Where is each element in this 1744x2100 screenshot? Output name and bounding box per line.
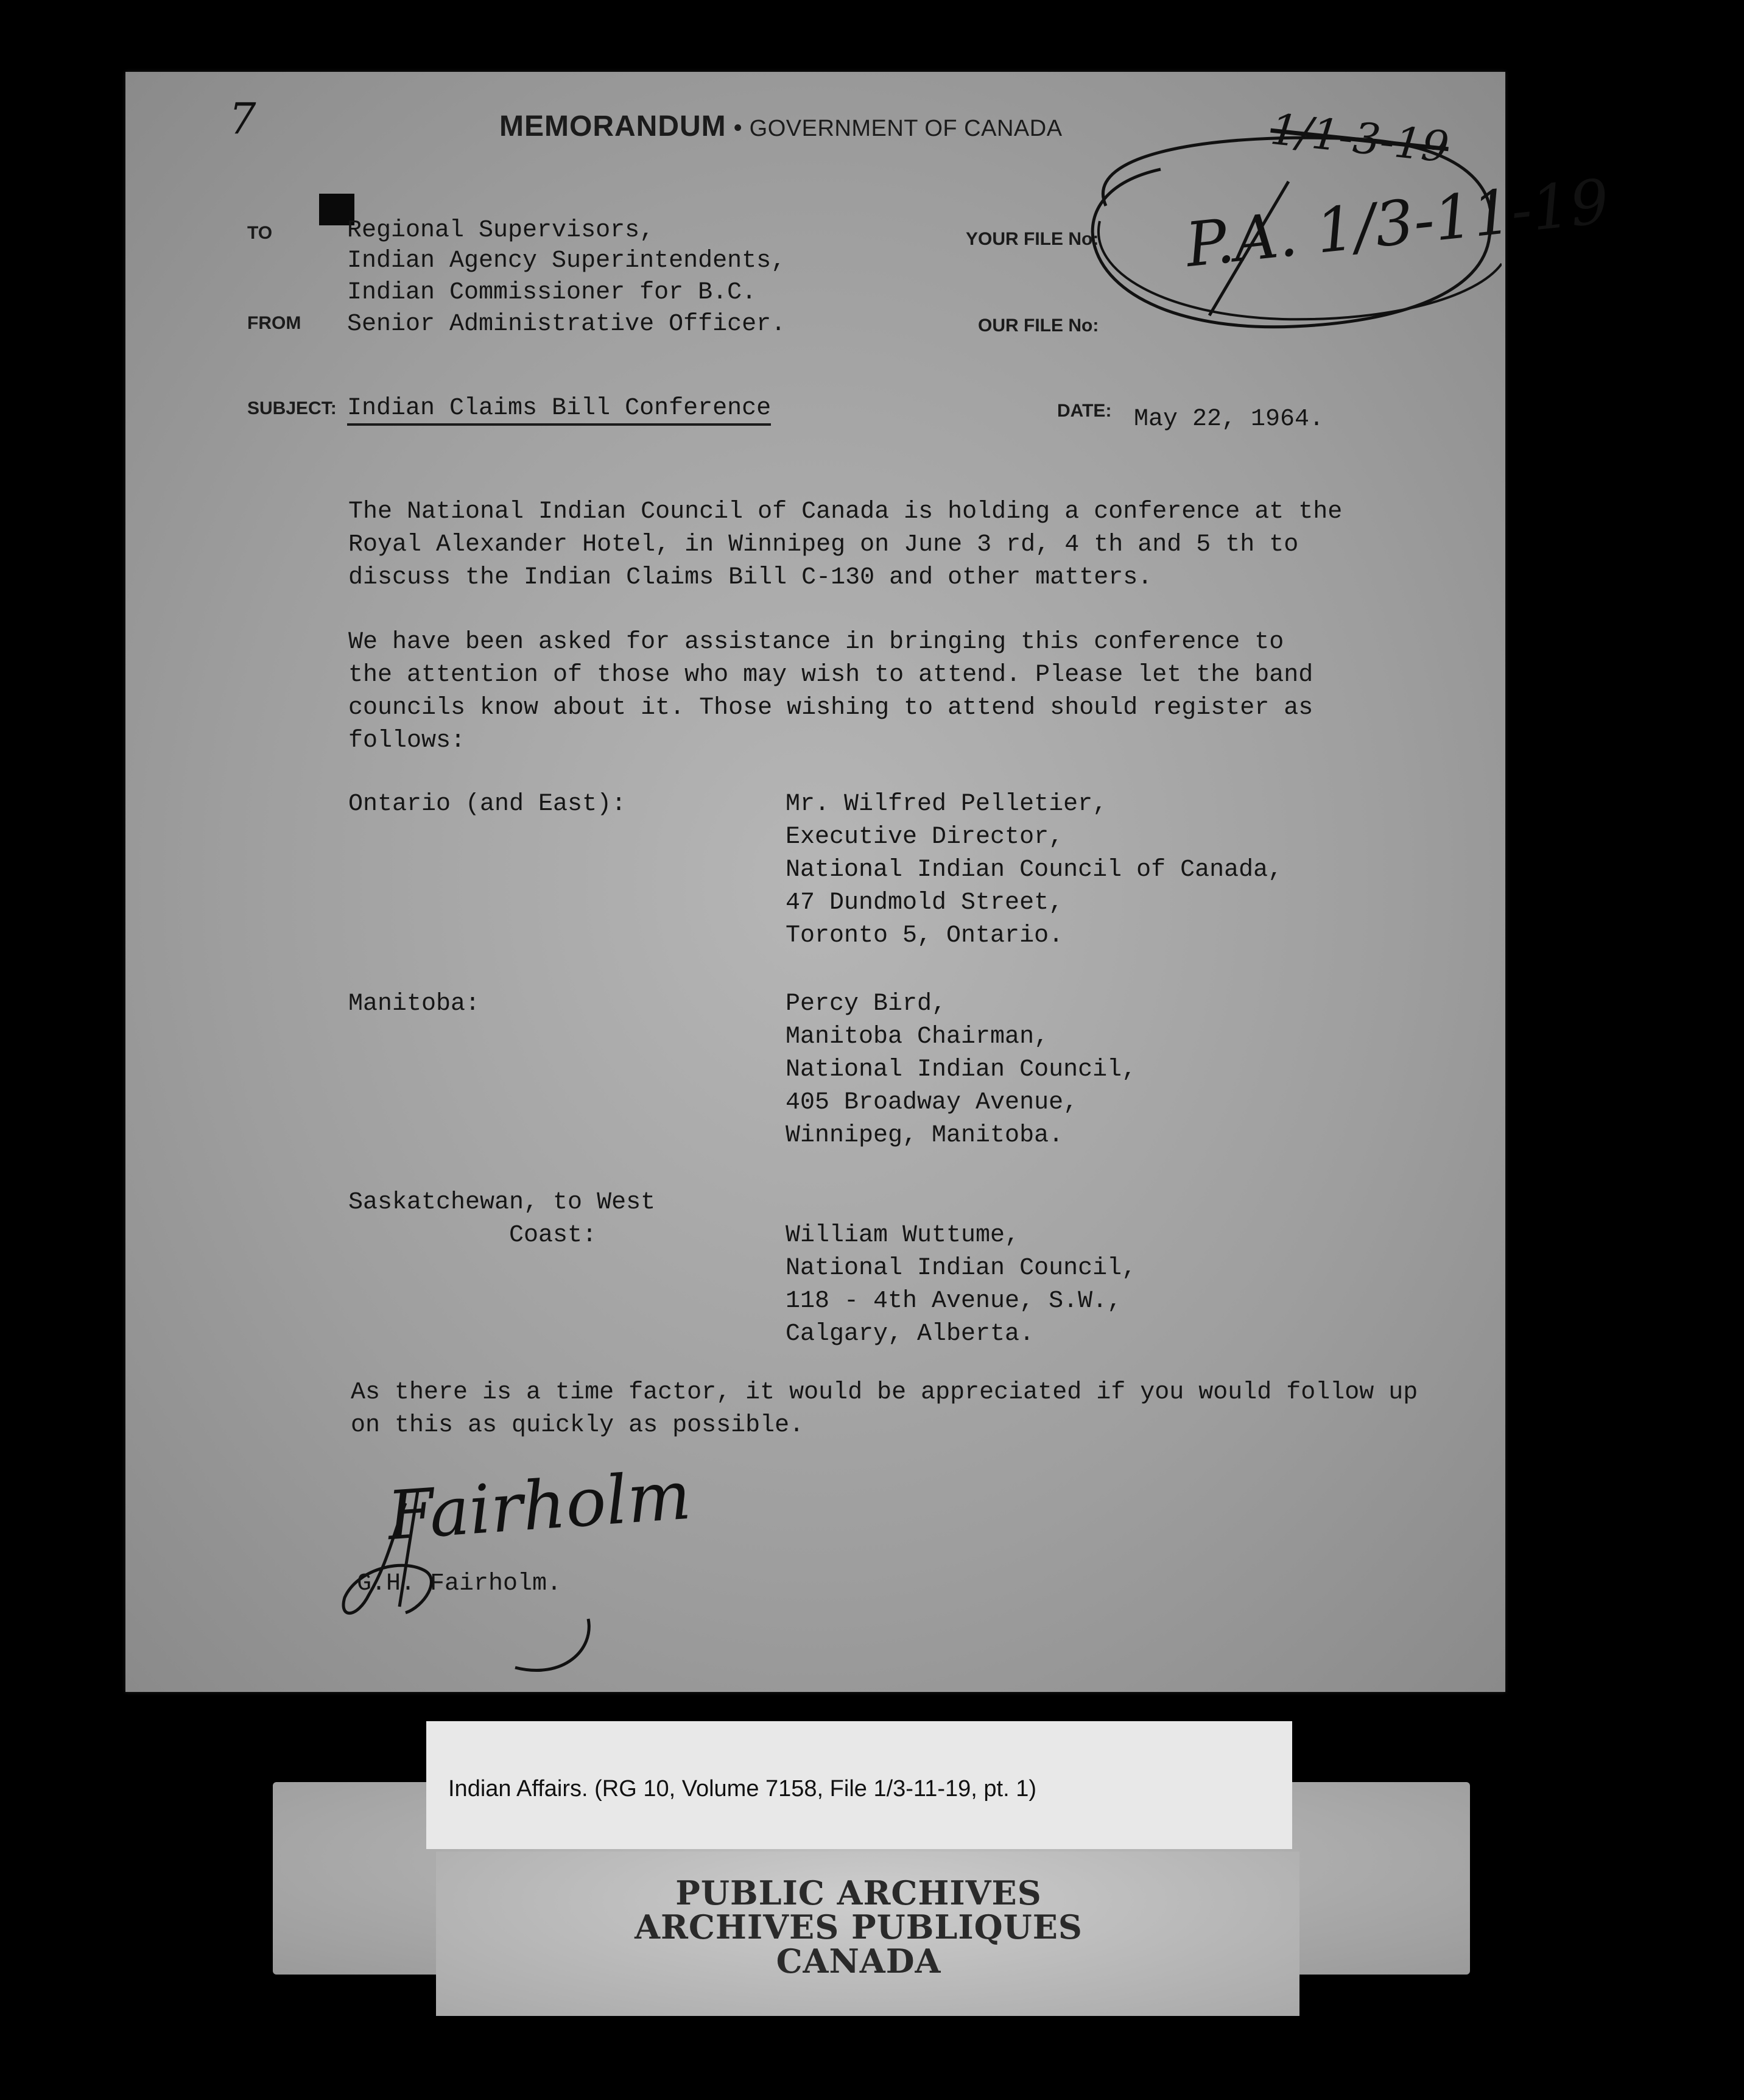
registration-west-region [348,1186,655,1252]
memo-sheet [125,72,1612,1692]
file-number-handwritten: P.A. 1/3-11-19 [1182,165,1612,281]
address-line: National Indian Council, [786,1255,1137,1282]
archive-stamp [609,1873,1108,1981]
archive-stamp-line: ARCHIVES PUBLIQUES [635,1908,1083,1947]
address-line: 47 Dundmold Street, [786,889,1064,917]
region-label: Manitoba: [348,990,480,1018]
address-line: 118 - 4th Avenue, S.W., [786,1288,1122,1315]
to-label: TO [247,223,273,243]
address-line: Calgary, Alberta. [786,1320,1035,1348]
signature-name: G.H. Fairholm. [357,1570,562,1598]
paragraph-2-line: the attention of those who may wish to attend. Please let the band [348,661,1313,689]
file-number-slash [1197,175,1295,322]
memo-header-title: MEMORANDUM [499,110,726,143]
paragraph-2-line: councils know about it. Those wishing to attend should register as [348,694,1313,722]
from-value: Senior Administrative Officer. [347,311,786,338]
paragraph-3-line: As there is a time factor, it would be appreciated if you would follow up [351,1379,1418,1406]
region-label: Coast: [509,1222,597,1249]
corner-mark: 7 [229,94,256,144]
address-line: National Indian Council of Canada, [786,856,1283,884]
memo-header-government: GOVERNMENT OF CANADA [749,116,1063,141]
address-line: 405 Broadway Avenue, [786,1089,1078,1116]
your-file-label: YOUR FILE No: [966,229,1099,249]
archive-stamp-line: PUBLIC ARCHIVES [675,1873,1042,1912]
to-recipient-1: Regional Supervisors, [347,217,655,244]
to-recipient-2: Indian Agency Superintendents, [347,247,786,275]
date-value: May 22, 1964. [1134,406,1324,433]
paragraph-3 [351,1376,1418,1442]
paragraph-1-line: discuss the Indian Claims Bill C-130 and other matters. [348,564,1153,591]
paragraph-1-line: The National Indian Council of Canada is holding a conference at the [348,498,1343,526]
paragraph-2-line: We have been asked for assistance in bringing this conference to [348,629,1284,656]
registration-ontario-address [786,788,1282,953]
region-label: Ontario (and East): [348,791,627,818]
archive-stamp-line: CANADA [776,1942,941,1981]
registration-manitoba-region [348,988,480,1021]
address-line: William Wuttume, [786,1222,1020,1249]
archive-reference-card [426,1721,1292,1849]
our-file-label: OUR FILE No: [978,315,1099,336]
address-line: Winnipeg, Manitoba. [786,1122,1064,1149]
memo-header [499,110,1063,143]
file-number-struck: 1/1-3-19 [1268,104,1452,173]
address-line: Toronto 5, Ontario. [786,922,1064,950]
address-line: National Indian Council, [786,1056,1137,1083]
from-label: FROM [247,313,301,333]
registration-west-address [786,1219,1136,1351]
date-label: DATE: [1057,401,1112,421]
signature-script: Fairholm [385,1456,694,1556]
paragraph-2-line: follows: [348,727,466,755]
address-line: Manitoba Chairman, [786,1023,1049,1051]
subject-label: SUBJECT: [247,398,337,418]
subject-value: Indian Claims Bill Conference [347,395,771,426]
registration-ontario-region [348,788,626,821]
registration-manitoba-address [786,988,1136,1152]
address-line: Mr. Wilfred Pelletier, [786,791,1108,818]
paragraph-3-line: on this as quickly as possible. [351,1412,804,1439]
address-line: Executive Director, [786,823,1064,851]
memo-header-dot: • [733,115,742,141]
archive-reference: Indian Affairs. (RG 10, Volume 7158, File 1/3-11-19, pt. 1) [448,1776,1037,1802]
paragraph-1-line: Royal Alexander Hotel, in Winnipeg on June 3 rd, 4 th and 5 th to [348,531,1299,558]
to-recipient-3: Indian Commissioner for B.C. [347,279,757,306]
paragraph-2 [348,626,1313,758]
region-label: Saskatchewan, to West [348,1189,656,1216]
paragraph-1 [348,496,1342,594]
address-line: Percy Bird, [786,990,947,1018]
